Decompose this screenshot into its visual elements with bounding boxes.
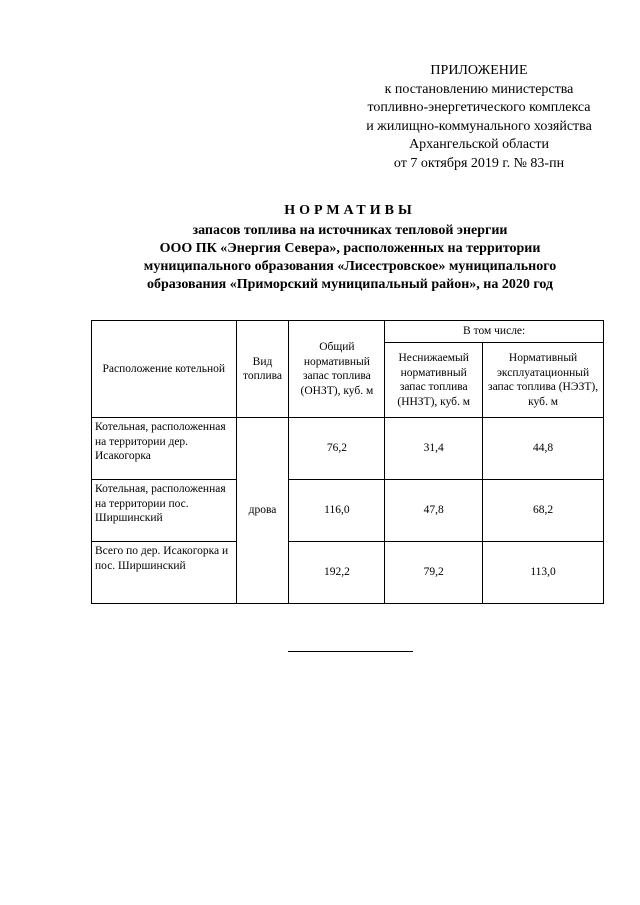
- table-row: [92, 480, 604, 542]
- heading-line: образования «Приморский муниципальный район», на 2020 год: [146, 277, 554, 292]
- row-location: Котельная, расположенная на территории дер. Исакогорка: [92, 418, 237, 480]
- row-nnzt: 79,2: [385, 542, 483, 604]
- heading-line: запасов топлива на источниках тепловой энергии: [192, 223, 508, 238]
- row-location: Всего по дер. Исакогорка и пос. Ширшинский: [92, 542, 237, 604]
- appendix-title: ПРИЛОЖЕНИЕ: [430, 63, 528, 78]
- document-title: НОРМАТИВЫ: [284, 203, 416, 218]
- row-nezt: 68,2: [483, 480, 604, 542]
- heading-line: муниципального образования «Лисестровское» муниципального: [143, 259, 557, 274]
- header-nezt: Нормативный эксплуатационный запас топлива (НЭЗТ), куб. м: [483, 343, 604, 418]
- table-row: [92, 418, 604, 480]
- fuel-type-cell: дрова: [236, 418, 289, 604]
- row-total: 192,2: [289, 542, 385, 604]
- header-location: Расположение котельной: [92, 321, 237, 418]
- row-nnzt: 47,8: [385, 480, 483, 542]
- appendix-block: [340, 62, 618, 173]
- fuel-norms-table: [91, 320, 604, 604]
- header-including: В том числе:: [385, 321, 604, 343]
- row-nezt: 113,0: [483, 542, 604, 604]
- header-fuel-type: Вид топлива: [236, 321, 289, 418]
- row-nezt: 44,8: [483, 418, 604, 480]
- appendix-line: и жилищно-коммунального хозяйства: [366, 118, 592, 134]
- header-nnzt: Неснижаемый нормативный запас топлива (ННЗТ), куб. м: [385, 343, 483, 418]
- row-total: 76,2: [289, 418, 385, 480]
- closing-divider: [288, 651, 413, 652]
- appendix-line: к постановлению министерства: [384, 81, 574, 97]
- appendix-date: от 7 октября 2019 г. № 83-пн: [393, 155, 565, 171]
- header-total: Общий нормативный запас топлива (ОНЗТ), куб. м: [289, 321, 385, 418]
- document-heading: [80, 202, 620, 294]
- appendix-line: Архангельской области: [409, 137, 549, 152]
- row-location: Котельная, расположенная на территории пос. Ширшинский: [92, 480, 237, 542]
- table-row-total: [92, 542, 604, 604]
- row-total: 116,0: [289, 480, 385, 542]
- heading-line: ООО ПК «Энергия Севера», расположенных на территории: [159, 241, 541, 256]
- row-nnzt: 31,4: [385, 418, 483, 480]
- appendix-line: топливно-энергетического комплекса: [367, 100, 591, 115]
